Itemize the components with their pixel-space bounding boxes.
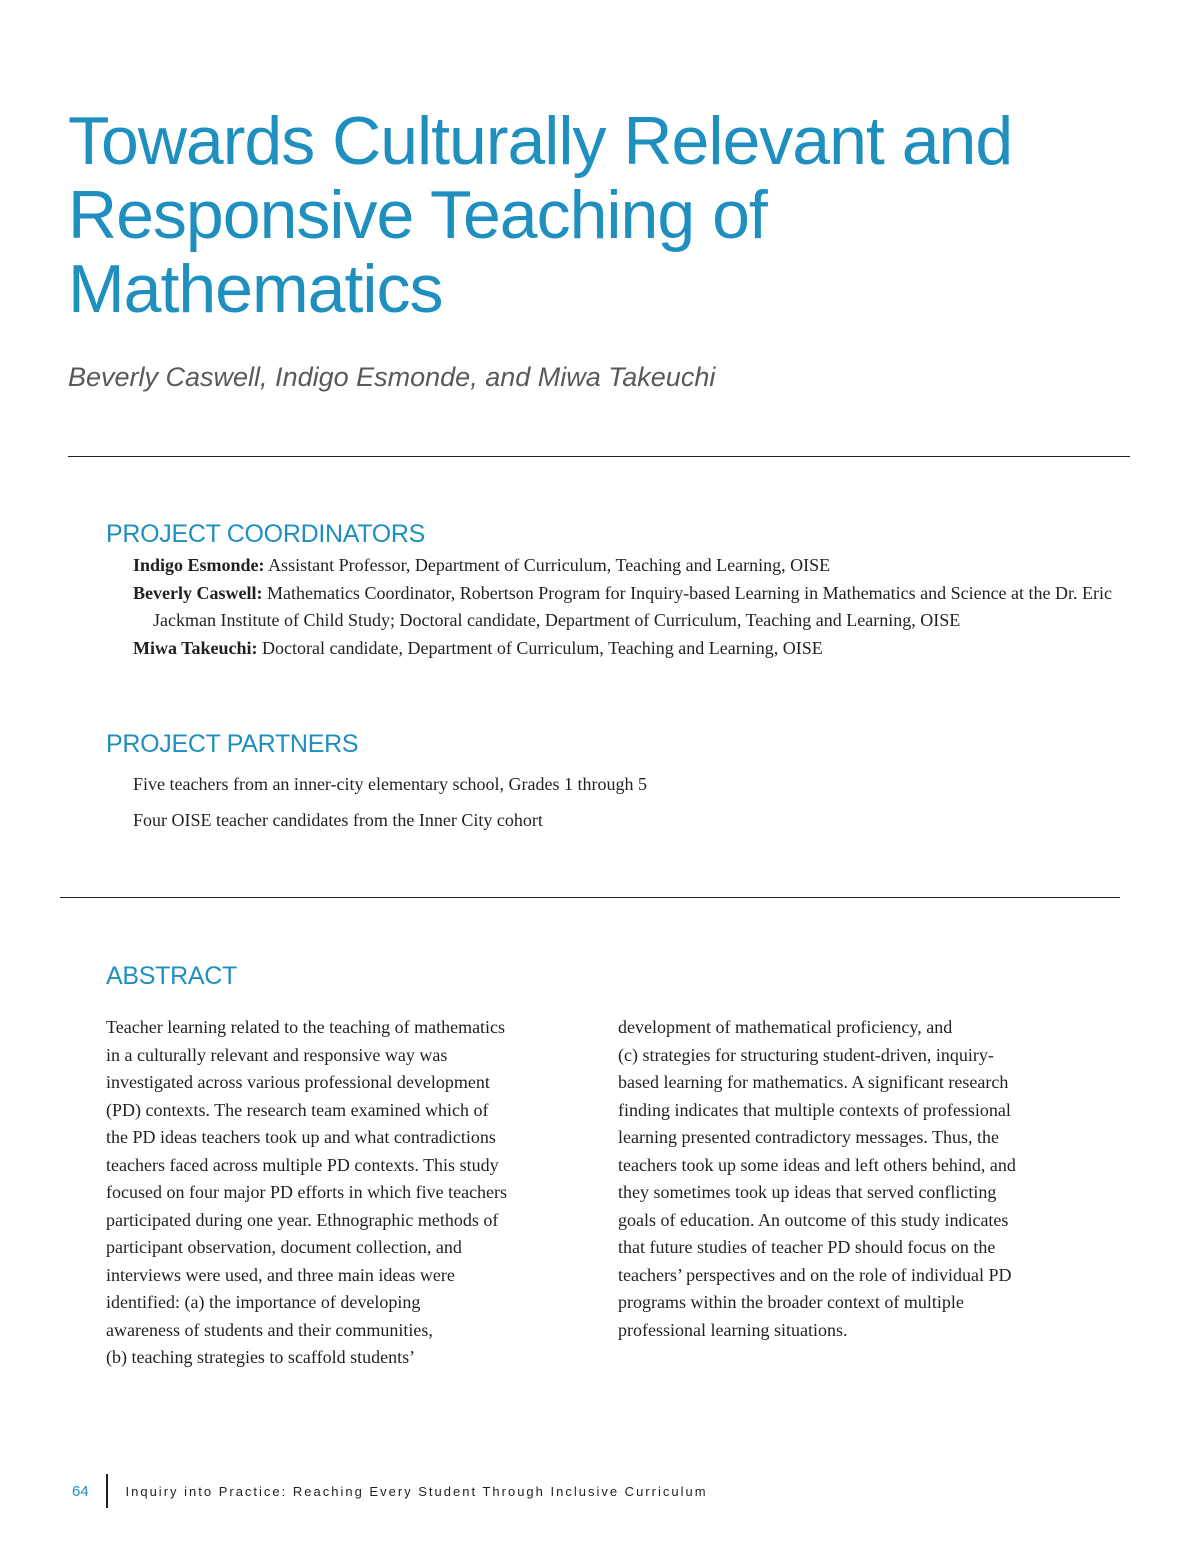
abstract-heading: ABSTRACT [106,962,237,990]
title-line: Mathematics [68,251,443,327]
authors-byline: Beverly Caswell, Indigo Esmonde, and Miwa Takeuchi [68,362,716,392]
abstract-column-left: Teacher learning related to the teaching of mathematics in a culturally relevant and responsive way was investigated across various professional development (PD) contexts. The research team examined which of the PD ideas teachers took up and what contradictions teachers faced across multiple PD contexts. This study focused on four major PD efforts in which five teachers participated during one year. Ethnographic methods of participant observation, document collection, and interviews were used, and three main ideas were identified: (a) the importance of developing awareness of students and their communities, (b) teaching strategies to scaffold students’ [106,1017,508,1367]
coordinator-name: Miwa Takeuchi: [133,637,258,658]
page-number: 64 [72,1482,89,1500]
divider-bottom [60,897,1120,898]
page-footer [72,1474,708,1508]
coordinator-name: Beverly Caswell: [133,582,263,603]
coordinator-role: Doctoral candidate, Department of Curriculum, Teaching and Learning, OISE [262,637,823,658]
footer-divider [106,1474,108,1508]
partner-item: Four OISE teacher candidates from the Inner City cohort [133,810,543,830]
partners-list [133,770,1033,842]
coordinator-role: Mathematics Coordinator, Robertson Program for Inquiry-based Learning in Mathematics and Science at the Dr. Eric Jackman Institute of Child Study; Doctoral candidate, Department of Curriculum, Teaching and Learning, OISE [153,582,1113,630]
page-title [68,104,1128,326]
title-line: Towards Culturally Relevant and [68,103,1013,179]
partner-item: Five teachers from an inner-city elementary school, Grades 1 through 5 [133,774,647,794]
coordinator-name: Indigo Esmonde: [133,555,265,575]
title-line: Responsive Teaching of [68,177,767,253]
coordinator-item [133,580,1123,635]
running-title: Inquiry into Practice: Reaching Every Student Through Inclusive Curriculum [125,1483,708,1499]
coordinators-list [133,552,1123,662]
coordinators-heading: PROJECT COORDINATORS [106,520,426,548]
coordinator-item [133,552,1123,580]
divider-top [68,456,1130,457]
coordinator-item [133,635,1123,663]
partners-heading: PROJECT PARTNERS [106,730,359,758]
coordinator-role: Assistant Professor, Department of Curriculum, Teaching and Learning, OISE [268,555,831,575]
abstract-column-right: development of mathematical proficiency, and (c) strategies for structuring student-driven, inquiry- based learning for mathematics. A significant research finding indicates that multiple contexts of professional learning presented contradictory messages. Thus, the teachers took up some ideas and left others behind, and they sometimes took up ideas that served conflicting goals of education. An outcome of this study indicates that future studies of teacher PD should focus on the teachers’ perspectives and on the role of individual PD programs within the broader context of multiple professional learning situations. [618,1017,1016,1340]
